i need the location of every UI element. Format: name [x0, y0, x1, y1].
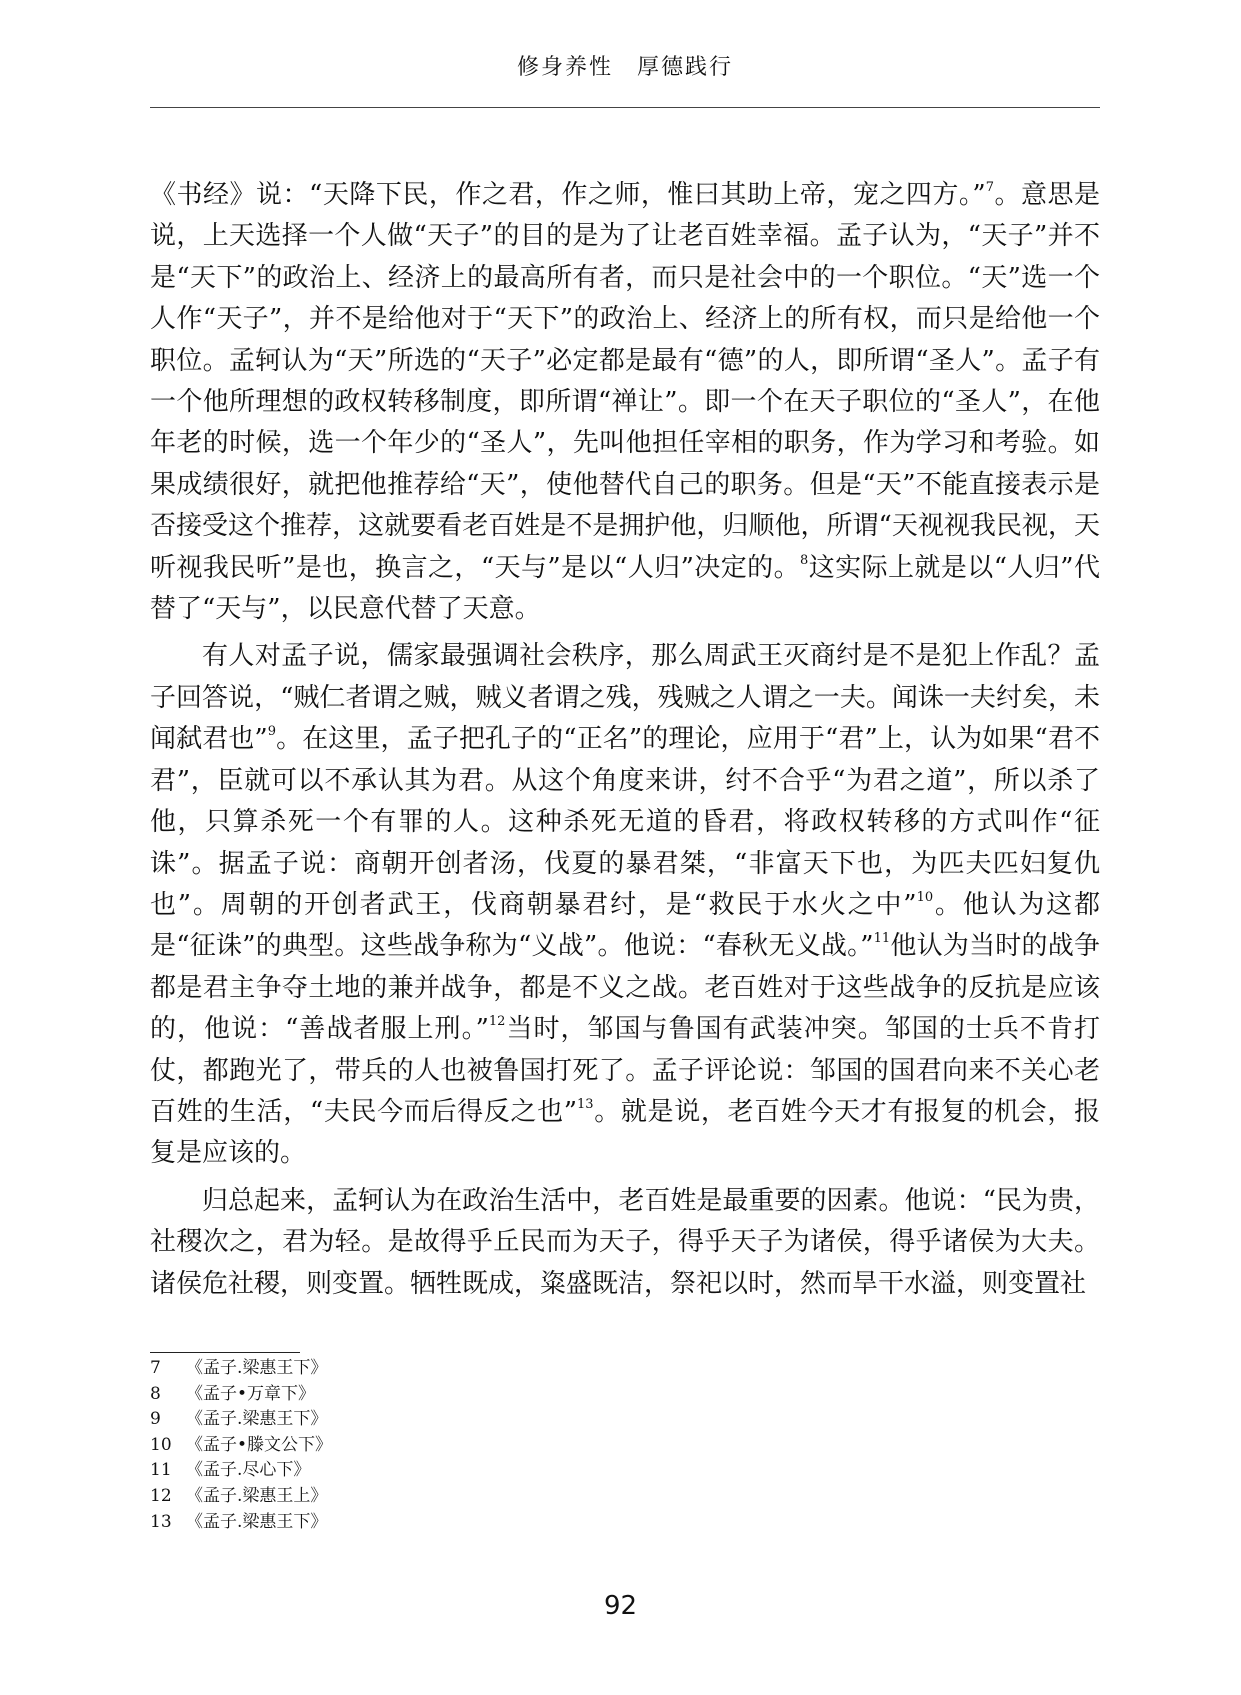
footnote-text: 《孟子.梁惠王下》 — [186, 1358, 328, 1378]
footnote-item — [150, 1510, 332, 1536]
footnote-item — [150, 1458, 332, 1484]
paragraph-2 — [150, 636, 1100, 1174]
footnote-text: 《孟子.梁惠王上》 — [186, 1485, 328, 1506]
footnote-ref-13[interactable]: 13 — [577, 1096, 594, 1112]
footnote-ref-12[interactable]: 12 — [488, 1014, 506, 1030]
text-run: 。意思是说，上天选择一个人做“天子”的目的是为了让老百姓幸福。孟子认为，“天子”并不是“天下”的政治上、经济上的最高所有者，而只是社会中的一个职位。“天”选一个人作“天子”，并不是给他对于“天下”的政治上、经济上的所有权，而只是给他一个职位。孟轲认为“天”所选的“天子”必定都是最有“德”的人，即所谓“圣人”。孟子有一个他所理想的政权转移制度，即所谓“禅让”。即一个在天子职位的“圣人”，在他年老的时候，选一个年少的“圣人”，先叫他担任宰相的职务，作为学习和考验。如果成绩很好，就把他推荐给“天”，使他替代自己的职务。但是“天”不能直接表示是否接受这个推荐，这就要看老百姓是不是拥护他，归顺他，所谓“天视视我民视，天听视我民听”是也，换言之，“天与”是以“人归”决定的。 — [150, 180, 1100, 583]
text-run: 归总起来，孟轲认为在政治生活中，老百姓是最重要的因素。他说：“民为贵，社稷次之，君为轻。是故得乎丘民而为天子，得乎天子为诸侯，得乎诸侯为大夫。诸侯危社稷，则变置。牺牲既成，粢盛既洁，祭祀以时，然而旱干水溢，则变置社 — [150, 1185, 1100, 1299]
footnote-ref-9[interactable]: 9 — [267, 724, 276, 740]
footnote-ref-10[interactable]: 10 — [916, 889, 934, 905]
footnote-item — [150, 1433, 332, 1459]
text-run: 《书经》说：“天降下民，作之君，作之师，惟曰其助上帝，宠之四方。” — [150, 180, 986, 210]
footnote-text: 《孟子•滕文公下》 — [186, 1434, 333, 1455]
text-run: 这实际上就是以“人归”代替了“天与”，以民意代替了天意。 — [150, 552, 1100, 625]
paragraph-3 — [150, 1181, 1100, 1305]
running-header: 修身养性 厚德践行 — [516, 55, 733, 80]
footnote-text: 《孟子•万章下》 — [186, 1383, 316, 1404]
text-run: 他认为当时的战争都是君主争夺土地的兼并战争，都是不义之战。老百姓对于这些战争的反抗是应该的，他说：“善战者服上刑。” — [150, 931, 1100, 1045]
paragraph-1 — [150, 175, 1100, 630]
footnote-number: 7 — [150, 1358, 161, 1378]
text-run: 。就是说，老百姓今天才有报复的机会，报复是应该的。 — [150, 1096, 1100, 1169]
text-run: 当时，邹国与鲁国有武装冲突。邹国的士兵不肯打仗，都跑光了，带兵的人也被鲁国打死了。孟子评论说：邹国的国君向来不关心老百姓的生活，“夫民今而后得反之也” — [150, 1014, 1100, 1127]
footnote-ref-8[interactable]: 8 — [800, 552, 809, 568]
footnote-text: 《孟子.尽心下》 — [186, 1460, 311, 1481]
main-text — [150, 175, 1100, 1305]
footnote-ref-7[interactable]: 7 — [985, 180, 994, 195]
header-divider — [150, 107, 1100, 108]
footnote-number: 8 — [150, 1383, 161, 1404]
footnote-ref-11[interactable]: 11 — [873, 931, 891, 947]
footnotes — [150, 1356, 332, 1535]
footnote-item — [150, 1484, 332, 1510]
footnote-number: 11 — [150, 1460, 172, 1481]
page-number: 92 — [603, 1591, 638, 1621]
footnote-number: 12 — [150, 1485, 172, 1506]
footnote-number: 9 — [150, 1409, 161, 1430]
footnote-divider — [150, 1352, 300, 1353]
text-run: 有人对孟子说，儒家最强调社会秩序，那么周武王灭商纣是不是犯上作乱？孟子回答说，“贼仁者谓之贼，贼义者谓之残，残贼之人谓之一夫。闻诛一夫纣矣，未闻弑君也” — [150, 641, 1100, 755]
footnote-number: 10 — [150, 1434, 172, 1455]
footnote-text: 《孟子.梁惠王下》 — [186, 1511, 328, 1532]
footnote-item — [150, 1382, 332, 1408]
text-run: 。在这里，孟子把孔子的“正名”的理论，应用于“君”上，认为如果“君不君”，臣就可以不承认其为君。从这个角度来讲，纣不合乎“为君之道”，所以杀了他，只算杀死一个有罪的人。这种杀死无道的昏君，将政权转移的方式叫作“征诛”。据孟子说：商朝开创者汤，伐夏的暴君桀，“非富天下也，为匹夫匹妇复仇也”。周朝的开创者武王，伐商朝暴君纣，是“救民于水火之中” — [150, 724, 1100, 920]
text-run: 。他认为这都是“征诛”的典型。这些战争称为“义战”。他说：“春秋无义战。” — [150, 889, 1100, 962]
footnote-number: 13 — [150, 1511, 172, 1532]
footnote-item — [150, 1356, 332, 1382]
footnote-item — [150, 1407, 332, 1433]
footnote-text: 《孟子.梁惠王下》 — [186, 1409, 328, 1430]
